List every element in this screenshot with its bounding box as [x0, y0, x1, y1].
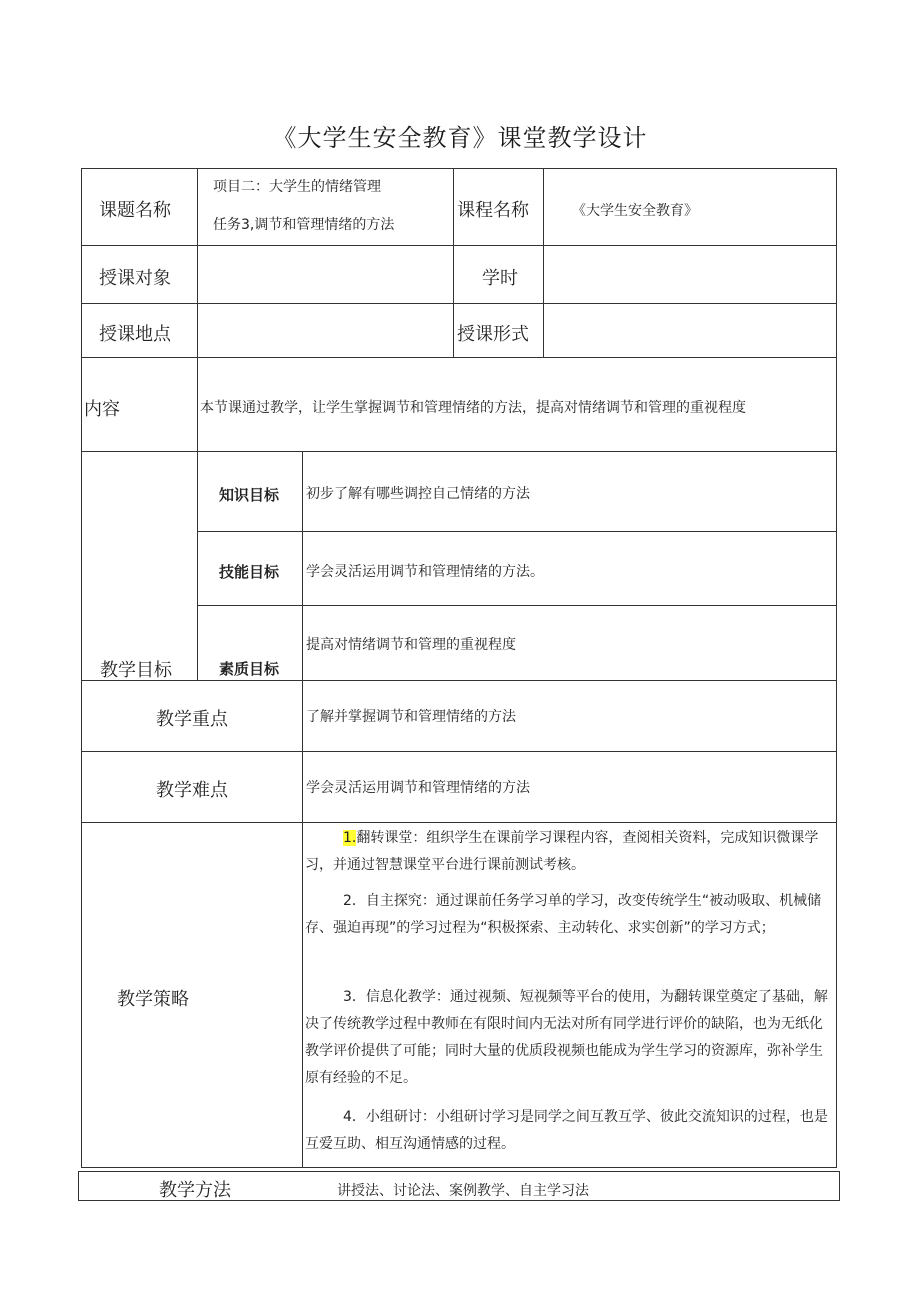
- strategy-item-text: 翻转课堂：组织学生在课前学习课程内容，查阅相关资料，完成知识微课学习，并通过智慧课堂平台进行课前测试考核。: [305, 830, 819, 873]
- knowledge-goal-label: 知识目标: [219, 486, 280, 504]
- row-divider: [81, 1167, 837, 1168]
- strategy-item-number: 4．: [343, 1109, 366, 1125]
- skill-goal-label: 技能目标: [219, 563, 280, 581]
- difficulties-label: 教学难点: [156, 780, 228, 801]
- audience-label: 授课对象: [99, 268, 171, 289]
- key-points-value: 了解并掌握调节和管理情绪的方法: [306, 709, 516, 725]
- topic-label: 课题名称: [99, 200, 171, 221]
- skill-goal-value: 学会灵活运用调节和管理情绪的方法。: [306, 564, 544, 580]
- content-label: 内容: [84, 399, 120, 420]
- objectives-label: 教学目标: [100, 660, 172, 681]
- row-divider: [81, 303, 837, 304]
- row-divider: [81, 357, 837, 358]
- strategy-item: [305, 825, 835, 879]
- strategy-label: 教学策略: [117, 989, 189, 1010]
- form-label: 授课形式: [457, 324, 529, 345]
- methods-box-left: [78, 1171, 79, 1200]
- col-divider: [543, 168, 544, 357]
- col-divider: [453, 168, 454, 357]
- strategy-item: [305, 984, 835, 1092]
- methods-label: 教学方法: [159, 1180, 231, 1201]
- place-label: 授课地点: [99, 324, 171, 345]
- strategy-item: [305, 888, 835, 942]
- topic-value-line2: 任务3,调节和管理情绪的方法: [213, 217, 395, 233]
- table-border-left: [81, 168, 82, 1167]
- row-divider: [81, 751, 837, 752]
- row-divider: [81, 680, 837, 681]
- col-divider: [197, 451, 198, 680]
- row-divider: [81, 245, 837, 246]
- methods-value: 讲授法、讨论法、案例教学、自主学习法: [337, 1183, 589, 1199]
- row-divider: [197, 531, 837, 532]
- table-border-right: [836, 168, 837, 1167]
- knowledge-goal-value: 初步了解有哪些调控自己情绪的方法: [306, 486, 530, 502]
- strategy-item-number: 2．: [343, 893, 366, 909]
- table-border-top: [81, 168, 837, 169]
- strategy-item: [305, 1104, 835, 1158]
- quality-goal-label: 素质目标: [219, 660, 280, 678]
- row-divider: [81, 451, 837, 452]
- methods-box-top: [78, 1171, 840, 1172]
- course-name-value: 《大学生安全教育》: [572, 203, 698, 219]
- strategy-item-text: 自主探究：通过课前任务学习单的学习，改变传统学生“被动吸取、机械储存、强迫再现”的学习过程为“积极探索、主动转化、求实创新”的学习方式；: [305, 893, 822, 936]
- methods-box-right: [839, 1171, 840, 1200]
- row-divider: [197, 605, 837, 606]
- row-divider: [81, 822, 837, 823]
- col-divider: [302, 451, 303, 1167]
- course-name-label: 课程名称: [457, 200, 529, 221]
- col-divider: [197, 168, 198, 451]
- hours-label: 学时: [482, 268, 518, 289]
- strategy-item-text: 小组研讨：小组研讨学习是同学之间互教互学、彼此交流知识的过程，也是互爱互助、相互沟通情感的过程。: [305, 1109, 828, 1152]
- quality-goal-value: 提高对情绪调节和管理的重视程度: [306, 637, 516, 653]
- topic-value-line1: 项目二：大学生的情绪管理: [213, 179, 381, 195]
- strategy-item-number: 3．: [343, 989, 366, 1005]
- difficulties-value: 学会灵活运用调节和管理情绪的方法: [306, 780, 530, 796]
- strategy-item-number: 1.: [343, 830, 357, 846]
- content-value: 本节课通过教学，让学生掌握调节和管理情绪的方法，提高对情绪调节和管理的重视程度: [200, 400, 746, 416]
- key-points-label: 教学重点: [156, 709, 228, 730]
- document-title: 《大学生安全教育》课堂教学设计: [272, 124, 648, 152]
- strategy-item-text: 信息化教学：通过视频、短视频等平台的使用，为翻转课堂奠定了基础，解决了传统教学过程中教师在有限时间内无法对所有同学进行评价的缺陷，也为无纸化教学评价提供了可能；同时大量的优质段视频也能成为学生学习的资源库，弥补学生原有经验的不足。: [305, 989, 828, 1086]
